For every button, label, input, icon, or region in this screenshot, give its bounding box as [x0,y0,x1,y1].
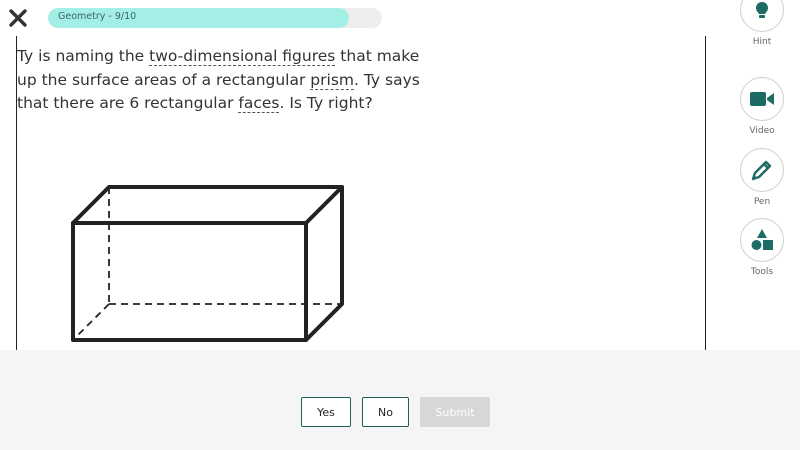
close-icon [6,6,30,30]
video-camera-icon [749,88,775,110]
progress-bar [48,8,382,28]
answer-footer [0,350,800,450]
question-intro: Ty is naming the [17,47,150,65]
hidden-edge-diagonal [73,304,109,340]
top-face-edges [73,187,342,223]
hidden-edges [73,187,342,340]
hint-button[interactable] [740,0,784,32]
question-text [17,45,437,116]
tool-label-pen: Pen [753,197,771,207]
yes-button[interactable]: Yes [301,397,351,427]
question-end: . Is Ty right? [279,94,373,112]
lightbulb-icon [751,0,773,21]
close-button[interactable] [6,6,30,30]
shapes-icon [750,228,774,252]
tool-video[interactable] [740,77,784,136]
tool-label-video: Video [749,126,775,136]
top-bar [0,0,800,36]
visible-edges [73,187,342,340]
tools-button[interactable] [740,218,784,262]
pen-button[interactable] [740,148,784,192]
vocab-term-two-dimensional-figures[interactable]: two-dimensional figures [149,47,336,65]
progress-label: Geometry - 9/10 [58,11,137,22]
side-face-edges [306,187,342,340]
vocab-term-prism[interactable]: prism [310,70,354,89]
tool-label-tools: Tools [750,267,774,277]
vocab-term-faces[interactable]: faces [238,94,280,112]
no-button[interactable]: No [362,397,409,427]
pencil-icon [750,158,774,182]
video-button[interactable] [740,77,784,121]
question-area [16,36,706,350]
tool-label-hint: Hint [752,37,772,47]
rectangular-prism-diagram [67,182,367,350]
question-middle-2: . Ty says that there are 6 rectangular [17,70,420,112]
tool-tools[interactable] [740,218,784,277]
tool-hint[interactable] [740,0,784,47]
submit-button[interactable]: Submit [420,397,490,427]
tool-pen[interactable] [740,148,784,207]
front-face [73,223,306,340]
question-middle-1: that make up the surface areas of a rectangular [17,47,420,89]
